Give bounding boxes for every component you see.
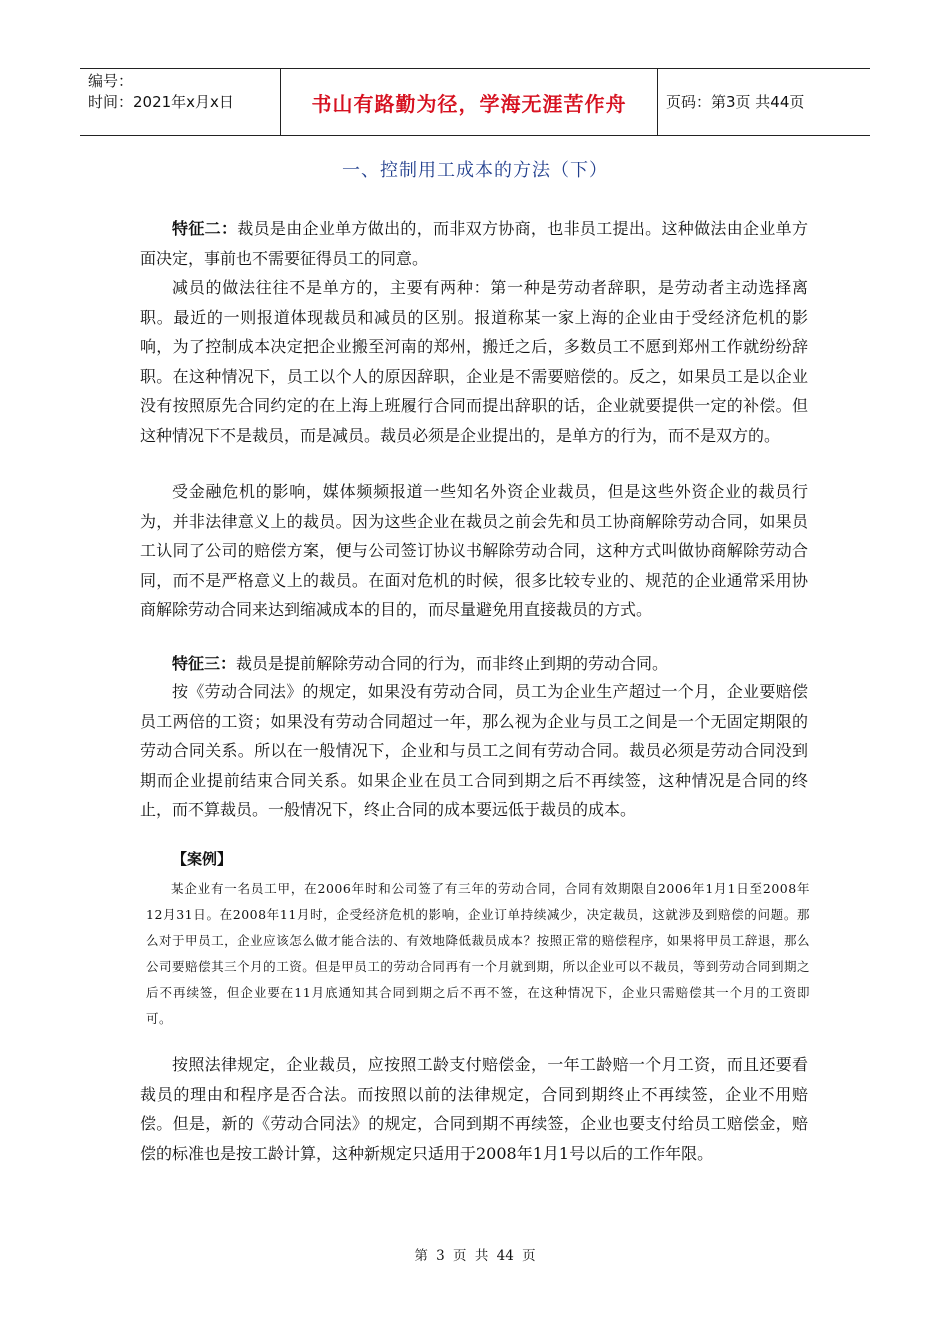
- header-info-cell: [80, 69, 280, 135]
- page-footer: 第 3 页 共 44 页: [414, 1248, 536, 1264]
- paragraph-reduction: 减员的做法往往不是单方的，主要有两种：第一种是劳动者辞职，是劳动者主动选择离职。最近的一则报道体现裁员和减员的区别。报道称某一家上海的企业由于受经济危机的影响，为了控制成本决定把企业搬至河南的郑州，搬迁之后，多数员工不愿到郑州工作就纷纷辞职。在这种情况下，员工以个人的原因辞职，企业是不需要赔偿的。反之，如果员工是以企业没有按照原先合同约定的在上海上班履行合同而提出辞职的话，企业就要提供一定的补偿。但这种情况下不是裁员，而是减员。裁员必须是企业提出的，是单方的行为，而不是双方的。: [140, 278, 808, 445]
- case-heading: 【案例】: [172, 850, 233, 868]
- paragraph-financial-crisis: 受金融危机的影响，媒体频频报道一些知名外资企业裁员，但是这些外资企业的裁员行为，并非法律意义上的裁员。因为这些企业在裁员之前会先和员工协商解除劳动合同，如果员工认同了公司的赔偿方案，便与公司签订协议书解除劳动合同，这种方式叫做协商解除劳动合同，而不是严格意义上的裁员。在面对危机的时候，很多比较专业的、规范的企业通常采用协商解除劳动合同来达到缩减成本的目的，而尽量避免用直接裁员的方式。: [140, 482, 808, 619]
- page-header: [80, 68, 870, 136]
- paragraph-compensation: 按照法律规定，企业裁员，应按照工龄支付赔偿金，一年工龄赔一个月工资，而且还要看裁员的理由和程序是否合法。而按照以前的法律规定，合同到期终止不再续签，企业不用赔偿。但是，新的《劳动合同法》的规定，合同到期不再续签，企业也要支付给员工赔偿金，赔偿的标准也是按工龄计算，这种新规定只适用于2008年1月1号以后的工作年限。: [140, 1055, 808, 1163]
- header-page-cell: [658, 69, 870, 135]
- paragraph-labor-law: 按《劳动合同法》的规定，如果没有劳动合同，员工为企业生产超过一个月，企业要赔偿员工两倍的工资；如果没有劳动合同超过一年，那么视为企业与员工之间是一个无固定期限的劳动合同关系。所以在一般情况下，企业和与员工之间有劳动合同。裁员必须是劳动合同没到期而企业提前结束合同关系。如果企业在员工合同到期之后不再续签，这种情况是合同的终止，而不算裁员。一般情况下，终止合同的成本要远低于裁员的成本。: [140, 682, 808, 819]
- feature-two-text: 裁员是由企业单方做出的，而非双方协商，也非员工提出。这种做法由企业单方面决定，事前也不需要征得员工的同意。: [140, 219, 808, 268]
- header-motto-cell: [280, 69, 658, 135]
- document-date-label: 时间：2021年x月x日: [88, 93, 234, 111]
- section-title: 一、控制用工成本的方法（下）: [342, 160, 608, 181]
- header-motto: 书山有路勤为径，学海无涯苦作舟: [311, 91, 627, 116]
- feature-three-lead: 特征三：: [172, 654, 237, 673]
- feature-two-lead: 特征二：: [172, 219, 238, 238]
- paragraph-feature-two: [140, 214, 808, 273]
- paragraph-feature-three: [140, 649, 808, 679]
- header-page-number: 页码：第3页 共44页: [666, 92, 805, 111]
- document-number-label: 编号：: [88, 72, 134, 90]
- feature-three-text: 裁员是提前解除劳动合同的行为，而非终止到期的劳动合同。: [236, 654, 669, 673]
- case-text: 某企业有一名员工甲，在2006年时和公司签了有三年的劳动合同，合同有效期限自2006年1月1日至2008年12月31日。在2008年11月时，企受经济危机的影响，企业订单持续减少，决定裁员，这就涉及到赔偿的问题。那么对于甲员工，企业应该怎么做才能合法的、有效地降低裁员成本？按照正常的赔偿程序，如果将甲员工辞退，那么公司要赔偿其三个月的工资。但是甲员工的劳动合同再有一个月就到期，所以企业可以不裁员，等到劳动合同到期之后不再续签，但企业要在11月底通知其合同到期之后不再不签，在这种情况下，企业只需赔偿其一个月的工资即可。: [146, 881, 810, 1026]
